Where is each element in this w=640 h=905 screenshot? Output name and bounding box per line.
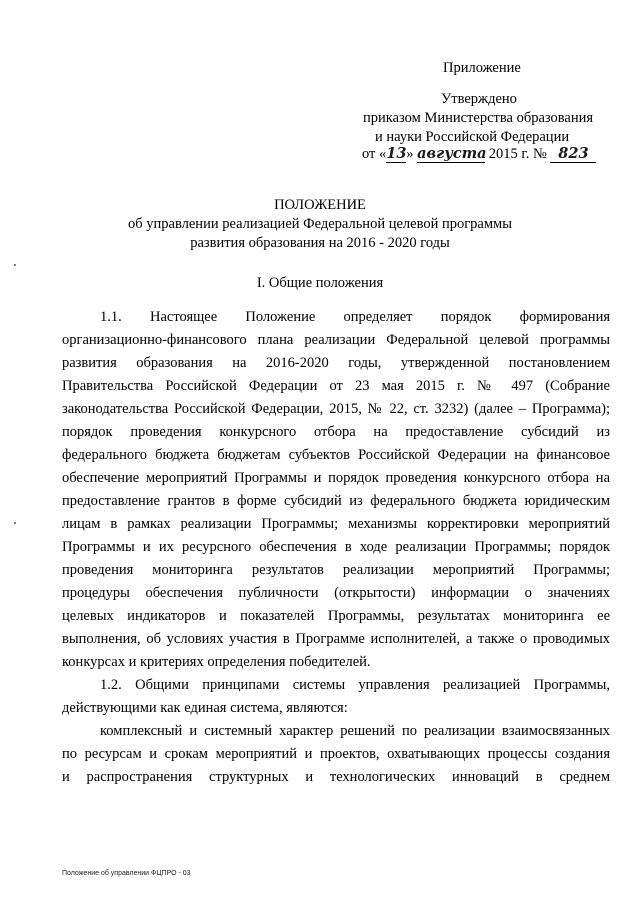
document-subtitle-line-2: развития образования на 2016 - 2020 годы (190, 235, 450, 251)
text-line: по ресурсам и срокам мероприятий и проектов, охватывающих процессы создания (62, 746, 610, 762)
text-line: проведения мониторинга результатов реализации мероприятий Программы; (62, 562, 610, 578)
handwritten-order-number: 823 (550, 146, 596, 163)
scan-speck (14, 522, 16, 524)
date-mid: » (406, 146, 414, 162)
order-line-2: и науки Российской Федерации (375, 129, 570, 145)
document-title: ПОЛОЖЕНИЕ (274, 197, 366, 213)
text-line: обеспечение мероприятий Программы и порядок проведения конкурсного отбора на (62, 470, 610, 486)
order-date-line (362, 146, 596, 163)
handwritten-day: 13 (386, 145, 407, 162)
text-line: выполнения, об условиях участия в Программе исполнителей, а также о проводимых (62, 631, 610, 647)
appendix-label: Приложение (443, 60, 521, 76)
text-line: развития образования на 2016-2020 годы, утвержденной постановлением (62, 355, 610, 371)
text-line: действующими как единая система, являются: (62, 700, 348, 716)
approved-label: Утверждено (441, 91, 517, 107)
text-line: федерального бюджета бюджетам субъектов Российской Федерации на финансовое (62, 447, 610, 463)
paragraph-1-2 (62, 674, 610, 720)
text-line: конкурсах и критериях определения победителей. (62, 654, 371, 670)
text-line: законодательства Российской Федерации, 2015, № 22, ст. 3232) (далее – Программа); (62, 401, 610, 417)
scan-speck (14, 264, 16, 266)
text-line: процедуры обеспечения публичности (открытости) информации о значениях (62, 585, 610, 601)
section-heading: I. Общие положения (256, 275, 384, 291)
text-line: порядок проведения конкурсного отбора на предоставление субсидий из (62, 424, 610, 440)
text-line: Программы и их ресурсного обеспечения в ходе реализации Программы; порядок (62, 539, 610, 555)
text-line: и распространения структурных и технологических инноваций в среднем (62, 769, 610, 785)
text-line: 1.1. Настоящее Положение определяет порядок формирования (100, 309, 610, 325)
date-year: 2015 г. № (488, 146, 547, 162)
handwritten-month: августа (417, 145, 487, 162)
paragraph-1-2-item (62, 720, 610, 789)
paragraph-1-1 (62, 306, 610, 674)
text-line: Правительства Российской Федерации от 23 мая 2015 г. № 497 (Собрание (62, 378, 610, 394)
text-line: целевых индикаторов и показателей Программы, результатах мониторинга ее (62, 608, 610, 624)
text-line: 1.2. Общими принципами системы управления реализацией Программы, (100, 677, 610, 693)
order-line-1: приказом Министерства образования (363, 110, 594, 126)
page-footer: Положение об управлении ФЦПРО - 03 (62, 870, 191, 877)
text-line: комплексный и системный характер решений по реализации взаимосвязанных (100, 723, 610, 739)
document-subtitle-line-1: об управлении реализацией Федеральной целевой программы (128, 216, 512, 232)
text-line: предоставление грантов в форме субсидий из федерального бюджета юридическим (62, 493, 610, 509)
text-line: лицам в рамках реализации Программы; механизмы корректировки мероприятий (62, 516, 610, 532)
text-line: организационно-финансового плана реализации Федеральной целевой программы (62, 332, 610, 348)
date-prefix: от « (362, 146, 387, 162)
body-text (62, 306, 610, 789)
